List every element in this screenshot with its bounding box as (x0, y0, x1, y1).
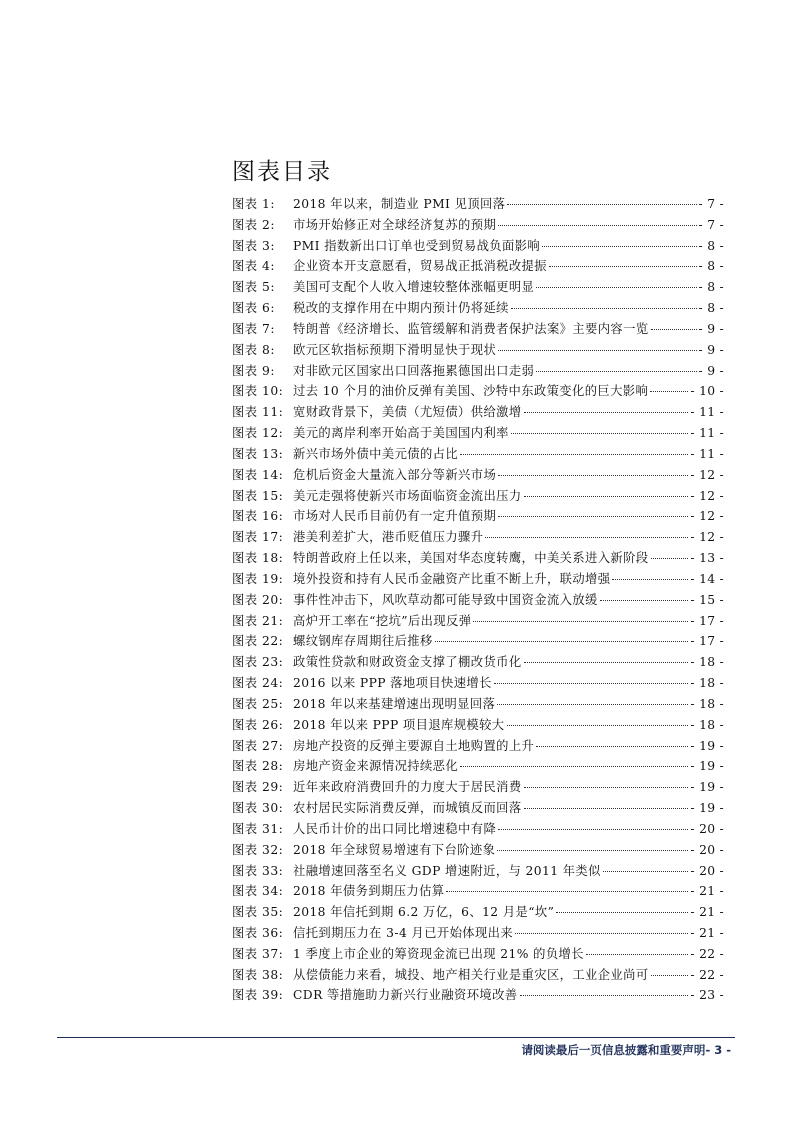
toc-entry-title: 房地产投资的反弹主要源自土地购置的上升 (293, 738, 535, 753)
toc-dot-leader (485, 537, 688, 538)
toc-entry-label: 图表 9: (232, 363, 275, 378)
toc-entry-page: - 22 - (690, 967, 724, 982)
toc-dot-leader (536, 371, 696, 372)
toc-dot-leader (507, 204, 696, 205)
toc-entry-label: 图表 19: (232, 571, 284, 586)
toc-entry-page: - 11 - (690, 426, 724, 441)
toc-entry-label: 图表 37: (232, 946, 284, 961)
toc-entry[interactable] (232, 715, 724, 736)
toc-entry-title: CDR 等措施助力新兴行业融资环境改善 (293, 988, 518, 1003)
toc-entry-page: - 11 - (690, 446, 724, 461)
toc-dot-leader (460, 766, 688, 767)
toc-entry-page: - 15 - (690, 592, 724, 607)
toc-entry[interactable] (232, 777, 724, 798)
toc-entry-page: - 22 - (690, 946, 724, 961)
toc-dot-leader (498, 829, 688, 830)
toc-entry-page: - 8 - (698, 280, 724, 295)
toc-entry-page: - 8 - (698, 301, 724, 316)
toc-entry-label: 图表 11: (232, 405, 284, 420)
toc-entry-title: 事件性冲击下，风吹草动都可能导致中国资金流入放缓 (293, 592, 598, 607)
toc-entry-label: 图表 21: (232, 613, 284, 628)
toc-entry[interactable] (232, 902, 724, 923)
toc-entry-title: 2018 年债务到期压力估算 (293, 884, 445, 899)
toc-entry-page: - 12 - (690, 488, 724, 503)
toc-entry-label: 图表 13: (232, 446, 284, 461)
toc-entry-page: - 19 - (690, 738, 724, 753)
toc-entry[interactable] (232, 465, 724, 486)
toc-entry-label: 图表 4: (232, 259, 275, 274)
toc-entry-label: 图表 18: (232, 551, 284, 566)
toc-entry-title: 新兴市场外债中美元债的占比 (293, 446, 459, 461)
toc-dot-leader (524, 787, 689, 788)
toc-entry-page: - 19 - (690, 759, 724, 774)
toc-entry[interactable] (232, 798, 724, 819)
toc-entry-title: 近年来政府消费回升的力度大于居民消费 (293, 780, 522, 795)
toc-entry-label: 图表 34: (232, 884, 284, 899)
toc-entry[interactable] (232, 486, 724, 507)
toc-entry-page: - 20 - (690, 842, 724, 857)
toc-entry[interactable] (232, 298, 724, 319)
toc-entry[interactable] (232, 381, 724, 402)
toc-entry-label: 图表 17: (232, 530, 284, 545)
toc-entry-title: 美国可支配个人收入增速较整体涨幅更明显 (293, 280, 535, 295)
toc-entry-page: - 17 - (690, 634, 724, 649)
toc-dot-leader (651, 975, 689, 976)
toc-entry-title: 螺纹钢库存周期往后推移 (293, 634, 433, 649)
toc-entry-title: 美元走强将使新兴市场面临资金流出压力 (293, 488, 522, 503)
toc-dot-leader (498, 350, 696, 351)
toc-dot-leader (603, 871, 689, 872)
toc-entry-page: - 12 - (690, 530, 724, 545)
toc-dot-leader (520, 995, 689, 996)
toc-entry[interactable] (232, 548, 724, 569)
toc-entry[interactable] (232, 985, 724, 1006)
toc-entry-label: 图表 1: (232, 197, 275, 211)
toc-entry-title: PMI 指数新出口订单也受到贸易战负面影响 (293, 238, 541, 253)
toc-dot-leader (600, 600, 689, 601)
toc-dot-leader (497, 850, 688, 851)
toc-dot-leader (498, 475, 688, 476)
toc-entry-title: 1 季度上市企业的筹资现金流已出现 21% 的负增长 (293, 946, 584, 961)
toc-entry-page: - 13 - (690, 551, 724, 566)
toc-entry-page: - 7 - (698, 197, 724, 211)
footer-divider (57, 1037, 735, 1038)
toc-entry-page: - 11 - (690, 405, 724, 420)
toc-dot-leader (650, 391, 688, 392)
toc-entry-title: 2018 年以来 PPP 项目退库规模较大 (293, 717, 505, 732)
toc-entry-title: 信托到期压力在 3-4 月已开始体现出来 (293, 925, 514, 940)
toc-entry[interactable] (232, 444, 724, 465)
toc-entry-title: 特朗普政府上任以来，美国对华态度转鹰，中美关系进入新阶段 (293, 551, 649, 566)
toc-list (232, 194, 724, 1006)
toc-entry-title: 对非欧元区国家出口回落拖累德国出口走弱 (293, 363, 535, 378)
toc-entry-title: 特朗普《经济增长、监管缓解和消费者保护法案》主要内容一览 (293, 321, 649, 336)
toc-entry-page: - 21 - (690, 884, 724, 899)
toc-dot-leader (473, 621, 688, 622)
toc-entry-label: 图表 39: (232, 988, 284, 1003)
toc-dot-leader (536, 746, 688, 747)
footer-page-number: - 3 - (705, 1043, 731, 1057)
toc-entry[interactable] (232, 944, 724, 965)
toc-entry-title: 2018 年以来，制造业 PMI 见顶回落 (293, 197, 506, 211)
toc-dot-leader (460, 454, 688, 455)
toc-dot-leader (515, 933, 688, 934)
toc-entry-title: 危机后资金大量流入部分等新兴市场 (293, 467, 497, 482)
toc-entry[interactable] (232, 319, 724, 340)
toc-dot-leader (612, 579, 688, 580)
toc-entry-label: 图表 2: (232, 217, 275, 232)
toc-entry-title: 2018 年信托到期 6.2 万亿，6、12 月是“坎” (293, 905, 555, 920)
toc-entry-page: - 10 - (690, 384, 724, 399)
toc-entry[interactable] (232, 527, 724, 548)
toc-entry[interactable] (232, 965, 724, 986)
toc-entry-label: 图表 22: (232, 634, 284, 649)
toc-entry[interactable] (232, 652, 724, 673)
toc-entry-page: - 18 - (690, 655, 724, 670)
toc-entry-page: - 18 - (690, 696, 724, 711)
toc-entry-title: 企业资本开支意愿看，贸易战正抵消税改提振 (293, 259, 547, 274)
toc-dot-leader (586, 954, 688, 955)
toc-entry[interactable] (232, 361, 724, 382)
toc-entry-page: - 7 - (698, 217, 724, 232)
toc-entry-title: 境外投资和持有人民币金融资产比重不断上升，联动增强 (293, 571, 611, 586)
toc-entry-page: - 9 - (698, 342, 724, 357)
toc-entry[interactable] (232, 673, 724, 694)
toc-entry-title: 社融增速回落至名义 GDP 增速附近，与 2011 年类似 (293, 863, 601, 878)
toc-entry-label: 图表 8: (232, 342, 275, 357)
toc-dot-leader (497, 704, 688, 705)
toc-dot-leader (524, 412, 689, 413)
toc-dot-leader (549, 266, 697, 267)
toc-dot-leader (651, 329, 697, 330)
toc-entry-title: 港美利差扩大，港币贬值压力骤升 (293, 530, 484, 545)
toc-entry-page: - 14 - (690, 571, 724, 586)
toc-dot-leader (524, 496, 689, 497)
toc-dot-leader (556, 912, 688, 913)
toc-entry-label: 图表 16: (232, 509, 284, 524)
toc-entry[interactable] (232, 694, 724, 715)
toc-entry-label: 图表 7: (232, 321, 275, 336)
toc-entry-label: 图表 3: (232, 238, 275, 253)
toc-entry-label: 图表 32: (232, 842, 284, 857)
footer-note (521, 1042, 731, 1058)
toc-dot-leader (542, 246, 696, 247)
toc-entry-title: 宽财政背景下，美债（尤短债）供给激增 (293, 405, 522, 420)
toc-entry-title: 市场开始修正对全球经济复苏的预期 (293, 217, 497, 232)
toc-entry-title: 税改的支撑作用在中期内预计仍将延续 (293, 301, 509, 316)
toc-dot-leader (498, 516, 688, 517)
toc-entry[interactable] (232, 194, 724, 215)
toc-entry-page: - 20 - (690, 821, 724, 836)
toc-entry-label: 图表 14: (232, 467, 284, 482)
toc-entry-page: - 23 - (690, 988, 724, 1003)
toc-entry-label: 图表 20: (232, 592, 284, 607)
toc-entry-label: 图表 6: (232, 301, 275, 316)
toc-entry[interactable] (232, 590, 724, 611)
toc-entry-title: 市场对人民币目前仍有一定升值预期 (293, 509, 497, 524)
toc-entry-label: 图表 28: (232, 759, 284, 774)
toc-entry-label: 图表 23: (232, 655, 284, 670)
toc-entry[interactable] (232, 756, 724, 777)
toc-entry[interactable] (232, 819, 724, 840)
toc-dot-leader (446, 891, 688, 892)
toc-entry-title: 高炉开工率在“挖坑”后出现反弹 (293, 613, 472, 628)
toc-entry-page: - 20 - (690, 863, 724, 878)
toc-entry-title: 2018 年以来基建增速出现明显回落 (293, 696, 496, 711)
toc-entry-page: - 18 - (690, 676, 724, 691)
toc-dot-leader (511, 433, 689, 434)
toc-entry[interactable] (232, 340, 724, 361)
toc-entry-page: - 12 - (690, 467, 724, 482)
toc-entry[interactable] (232, 881, 724, 902)
toc-dot-leader (536, 287, 696, 288)
toc-entry-page: - 9 - (698, 321, 724, 336)
footer-disclaimer: 请阅读最后一页信息披露和重要声明 (521, 1043, 706, 1057)
toc-dot-leader (494, 683, 689, 684)
toc-entry[interactable] (232, 631, 724, 652)
toc-entry-page: - 21 - (690, 905, 724, 920)
toc-entry-label: 图表 24: (232, 676, 284, 691)
toc-entry-title: 2018 年全球贸易增速有下台阶迹象 (293, 842, 496, 857)
toc-entry-title: 欧元区软指标预期下滑明显快于现状 (293, 342, 497, 357)
toc-dot-leader (498, 225, 696, 226)
toc-entry[interactable] (232, 256, 724, 277)
toc-entry[interactable] (232, 277, 724, 298)
toc-entry-label: 图表 15: (232, 488, 284, 503)
toc-entry-page: - 19 - (690, 780, 724, 795)
toc-entry-title: 2016 以来 PPP 落地项目快速增长 (293, 676, 492, 691)
toc-entry[interactable] (232, 861, 724, 882)
toc-entry-label: 图表 5: (232, 280, 275, 295)
toc-entry[interactable] (232, 923, 724, 944)
toc-entry-label: 图表 33: (232, 863, 284, 878)
toc-entry-label: 图表 29: (232, 780, 284, 795)
toc-entry-title: 政策性贷款和财政资金支撑了棚改货币化 (293, 655, 522, 670)
toc-title: 图表目录 (232, 159, 332, 185)
toc-dot-leader (524, 808, 689, 809)
toc-entry[interactable] (232, 569, 724, 590)
toc-entry[interactable] (232, 236, 724, 257)
toc-entry-title: 过去 10 个月的油价反弹有美国、沙特中东政策变化的巨大影响 (293, 384, 649, 399)
toc-dot-leader (507, 725, 689, 726)
toc-entry-label: 图表 36: (232, 925, 284, 940)
toc-entry-page: - 9 - (698, 363, 724, 378)
toc-entry-page: - 17 - (690, 613, 724, 628)
toc-entry[interactable] (232, 423, 724, 444)
toc-dot-leader (524, 662, 689, 663)
toc-entry-page: - 21 - (690, 925, 724, 940)
toc-entry[interactable] (232, 840, 724, 861)
toc-entry-label: 图表 12: (232, 426, 284, 441)
toc-entry[interactable] (232, 506, 724, 527)
toc-entry-title: 人民币计价的出口同比增速稳中有降 (293, 821, 497, 836)
toc-entry-title: 房地产资金来源情况持续恶化 (293, 759, 459, 774)
toc-entry-title: 美元的离岸利率开始高于美国国内利率 (293, 426, 509, 441)
toc-entry-label: 图表 27: (232, 738, 284, 753)
toc-entry-page: - 19 - (690, 801, 724, 816)
toc-entry[interactable] (232, 215, 724, 236)
toc-dot-leader (651, 558, 689, 559)
toc-entry-page: - 18 - (690, 717, 724, 732)
toc-entry-label: 图表 26: (232, 717, 284, 732)
toc-entry[interactable] (232, 611, 724, 632)
toc-entry-label: 图表 30: (232, 801, 284, 816)
toc-entry-page: - 8 - (698, 259, 724, 274)
toc-dot-leader (435, 641, 689, 642)
toc-entry-title: 从偿债能力来看，城投、地产相关行业是重灾区，工业企业尚可 (293, 967, 649, 982)
toc-entry[interactable] (232, 402, 724, 423)
toc-entry[interactable] (232, 736, 724, 757)
toc-entry-label: 图表 25: (232, 696, 284, 711)
toc-entry-label: 图表 31: (232, 821, 284, 836)
toc-entry-title: 农村居民实际消费反弹，而城镇反而回落 (293, 801, 522, 816)
toc-entry-page: - 12 - (690, 509, 724, 524)
toc-entry-label: 图表 35: (232, 905, 284, 920)
toc-entry-label: 图表 10: (232, 384, 284, 399)
toc-dot-leader (511, 308, 697, 309)
toc-entry-label: 图表 38: (232, 967, 284, 982)
toc-entry-page: - 8 - (698, 238, 724, 253)
